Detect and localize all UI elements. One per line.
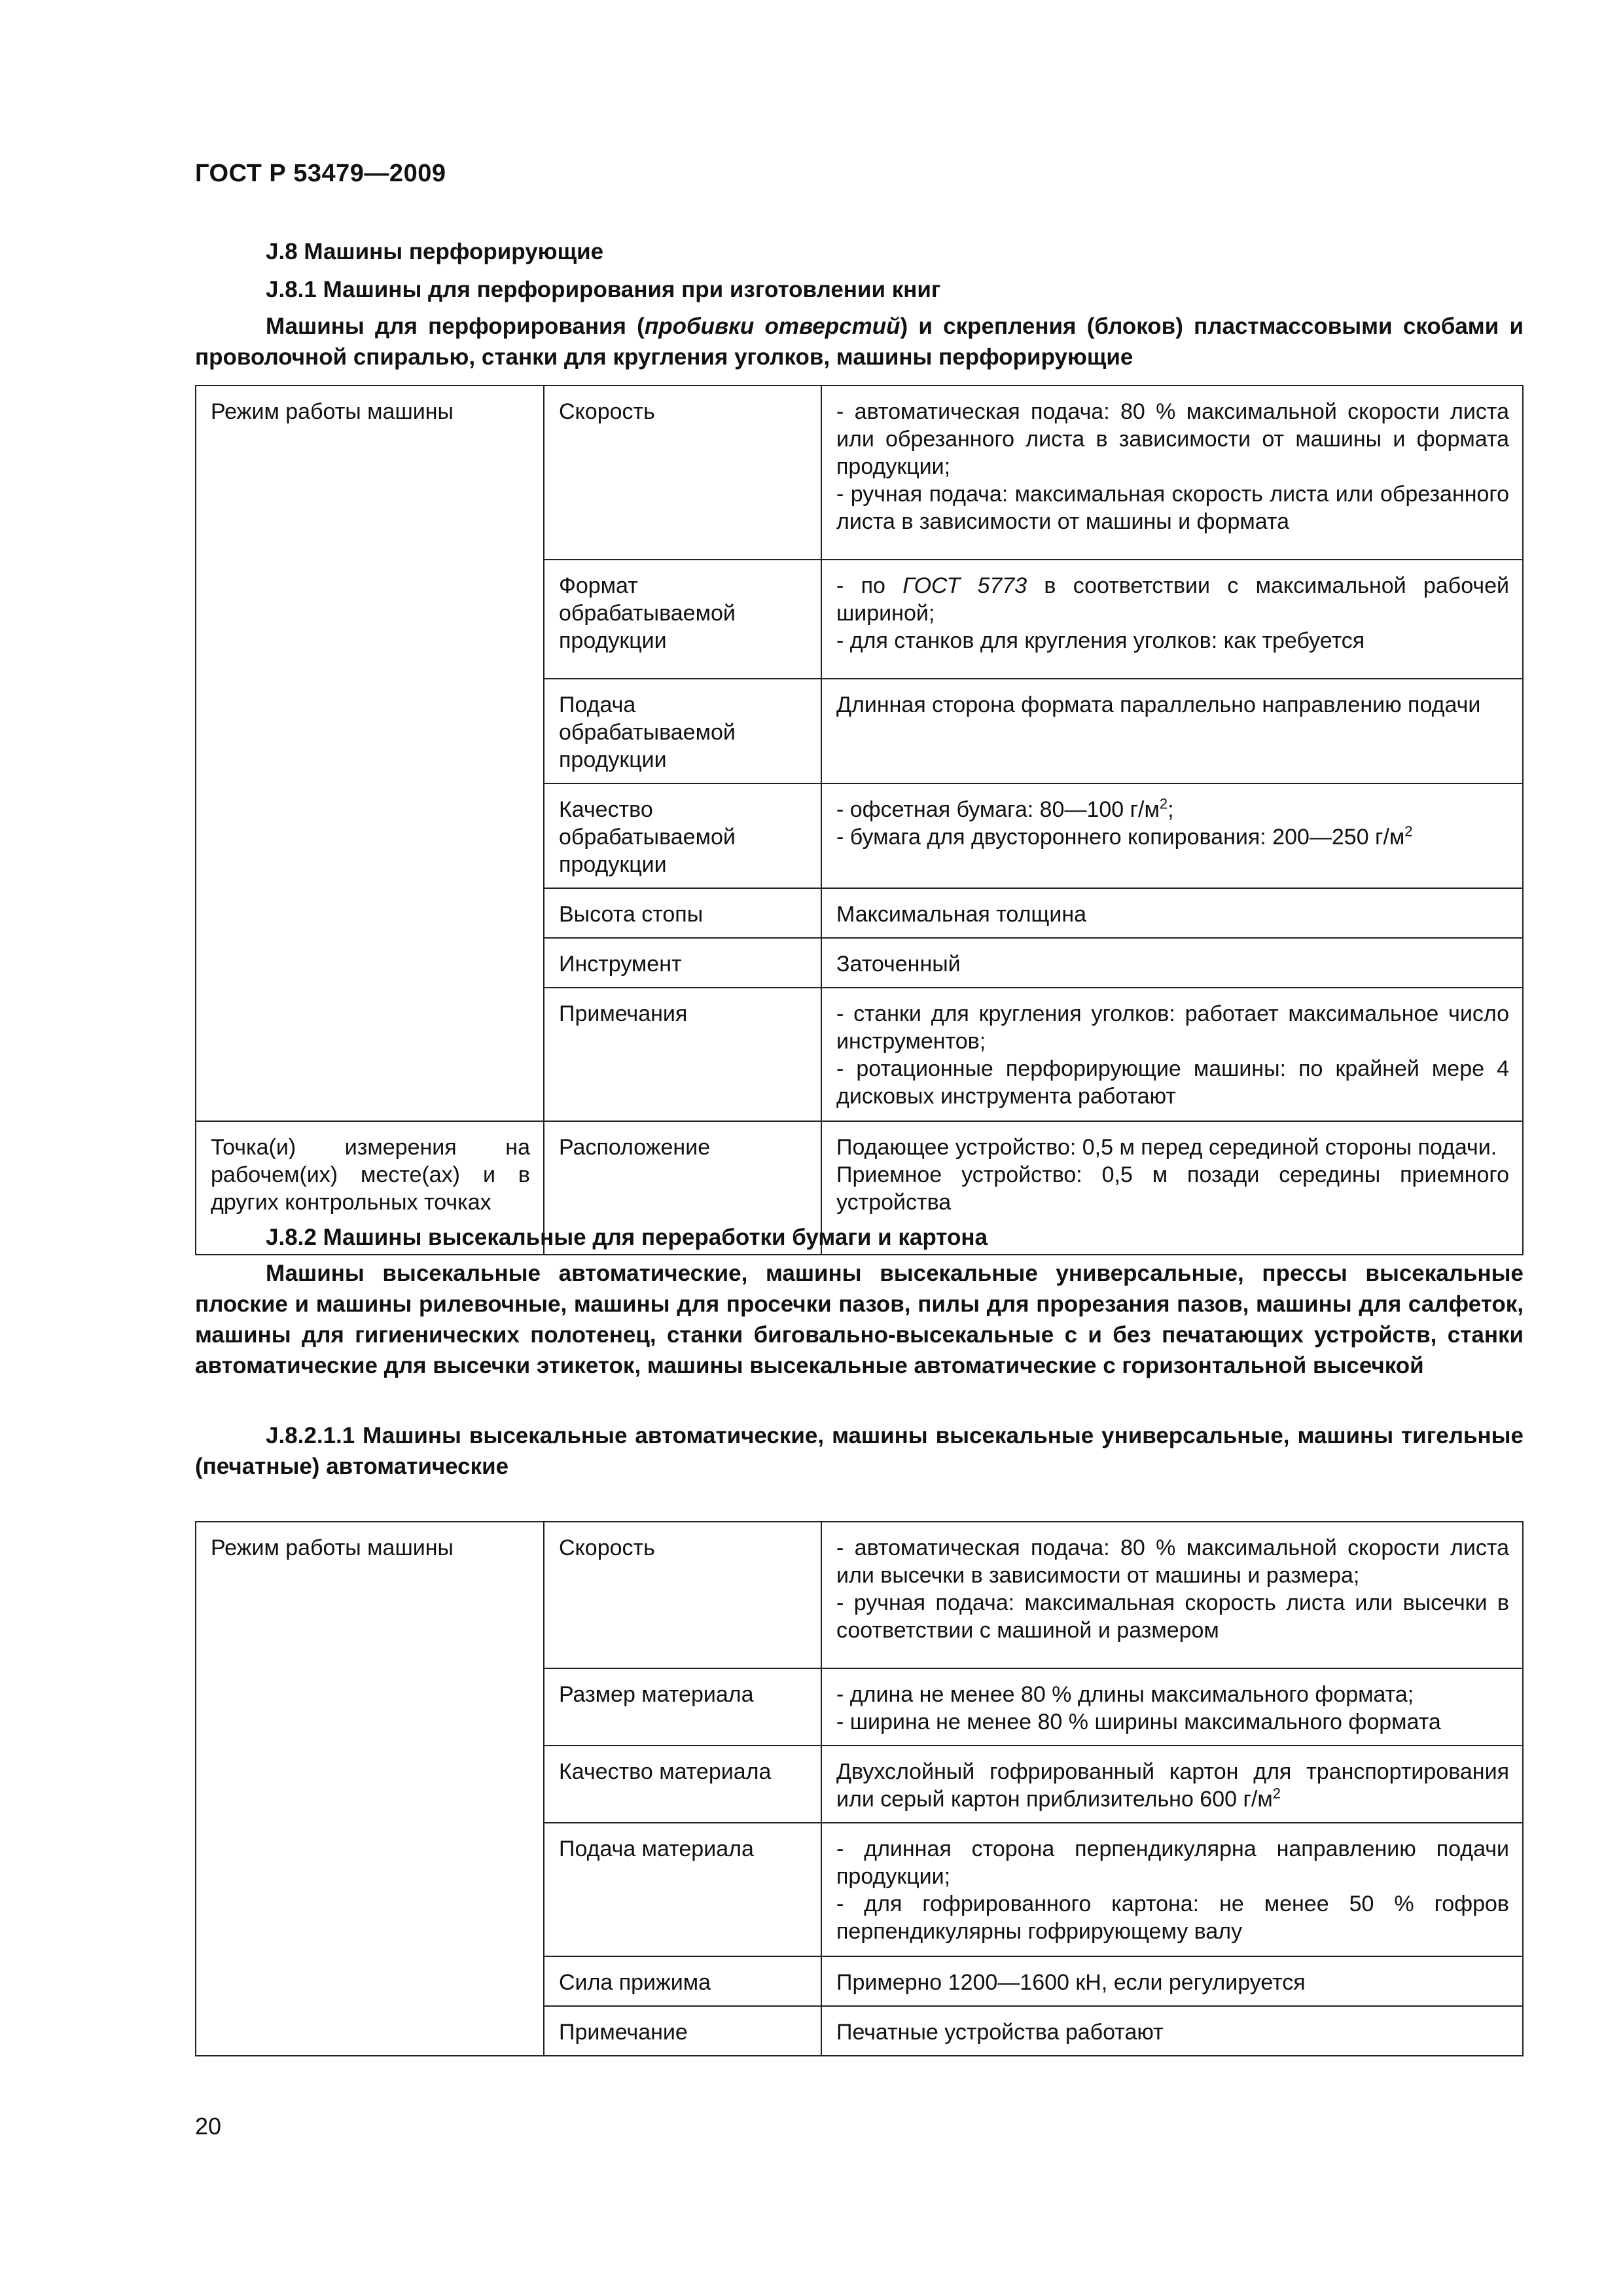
table-row [196,386,1523,560]
value-cell [821,1668,1523,1746]
table-j8-2-1-1 [195,1521,1524,2056]
value-cell: Двухслойный гофрированный картон для транспортирования или серый картон приблизительно 600 $г/м^2$ [821,1746,1523,1823]
group-label-operating-mode: Режим работы машины [196,386,544,1121]
value-line: - длина не менее 80 % длины максимального формата; [836,1682,1414,1707]
value-line: - офсетная бумага: 80—100 $г/м^2$; [836,795,1174,822]
param-cell: Высота стопы [544,888,821,938]
param-cell: Примечание [544,2006,821,2056]
document-designation: ГОСТ Р 53479—2009 [195,160,446,187]
value-cell: Максимальная толщина [821,888,1523,938]
value-cell [821,560,1523,679]
value-line: - автоматическая подача: 80 % максимальной скорости листа или обрезанного листа в зависимости от машины и формата продукции; [836,399,1509,479]
italic-term: пробивки отверстий [644,314,901,339]
value-line: - для гофрированного картона: не менее 50 % гофров перпендикулярны гофрирующему валу [836,1892,1509,1944]
param-cell: Сила прижима [544,1956,821,2006]
section-j8-intro: Машины для перфорирования (пробивки отверстий) и скрепления (блоков) пластмассовыми скобами и проволочной спиралью, станки для кругления уголков, машины перфорирующие [195,314,1524,370]
page-number: 20 [195,2113,222,2140]
section-j8-2-intro: Машины высекальные автоматические, машины высекальные универсальные, прессы высекальные плоские и машины рилевочные, машины для просечки пазов, пилы для прорезания пазов, машины для салфеток, машины для гигиенических полотенец, станки биговально-высекальные с и без печатающих устройств, станки автоматические для высечки этикеток, машины высекальные автоматические с горизонтальной высечкой [195,1261,1524,1378]
value-cell [821,783,1523,888]
table-row [196,1522,1523,1668]
value-line: - для станков для кругления уголков: как требуется [836,628,1365,653]
value-cell [821,988,1523,1121]
standard-reference: ГОСТ 5773 [902,573,1027,598]
section-heading-j8-2: J.8.2 Машины высекальные для переработки бумаги и картона [266,1225,988,1250]
value-line: Подающее устройство: 0,5 м перед серединой стороны подачи. [836,1135,1497,1160]
group-label-operating-mode: Режим работы машины [196,1522,544,2056]
table-j8-1 [195,385,1524,1255]
value-cell: Заточенный [821,938,1523,988]
value-cell [821,1522,1523,1668]
value-line: - ручная подача: максимальная скорость листа или высечки в соответствии с машиной и размером [836,1590,1509,1643]
value-cell [821,386,1523,560]
param-cell: Подача обрабатываемой продукции [544,679,821,783]
param-cell: Примечания [544,988,821,1121]
value-line: - длинная сторона перпендикулярна направлению подачи продукции; [836,1837,1509,1889]
value-line: - ротационные перфорирующие машины: по крайней мере 4 дисковых инструмента работают [836,1056,1509,1109]
param-cell: Скорость [544,386,821,560]
param-cell: Расположение [544,1121,821,1255]
param-cell: Качество материала [544,1746,821,1823]
param-cell: Скорость [544,1522,821,1668]
value-line: Приемное устройство: 0,5 м позади середины приемного устройства [836,1162,1509,1215]
value-cell: Печатные устройства работают [821,2006,1523,2056]
value-line: - станки для кругления уголков: работает максимальное число инструментов; [836,1001,1509,1054]
subsection-heading-j8-2-1-1: J.8.2.1.1 Машины высекальные автоматические, машины высекальные универсальные, машины тигельные (печатные) автоматические [195,1423,1524,1479]
value-line: - ручная подача: максимальная скорость листа или обрезанного листа в зависимости от машины и формата [836,482,1509,534]
value-cell: Длинная сторона формата параллельно направлению подачи [821,679,1523,783]
value-line: - по ГОСТ 5773 в соответствии с максимальной рабочей шириной; [836,573,1509,626]
value-cell [821,1823,1523,1956]
param-cell: Качество обрабатываемой продукции [544,783,821,888]
value-cell: Примерно 1200—1600 кН, если регулируется [821,1956,1523,2006]
param-cell: Подача материала [544,1823,821,1956]
value-line: - ширина не менее 80 % ширины максимального формата [836,1710,1441,1734]
param-cell: Инструмент [544,938,821,988]
group-label-measurement-points: Точка(и) измерения на рабочем(их) месте(ах) и в других контрольных точках [196,1121,544,1255]
subsection-heading-j8-1: J.8.1 Машины для перфорирования при изготовлении книг [266,277,941,302]
param-cell: Формат обрабатываемой продукции [544,560,821,679]
param-cell: Размер материала [544,1668,821,1746]
section-heading-j8: J.8 Машины перфорирующие [266,239,604,264]
value-line: - автоматическая подача: 80 % максимальной скорости листа или высечки в зависимости от машины и размера; [836,1535,1509,1588]
value-line: - бумага для двустороннего копирования: 200—250 $г/м^2$ [836,823,1413,850]
